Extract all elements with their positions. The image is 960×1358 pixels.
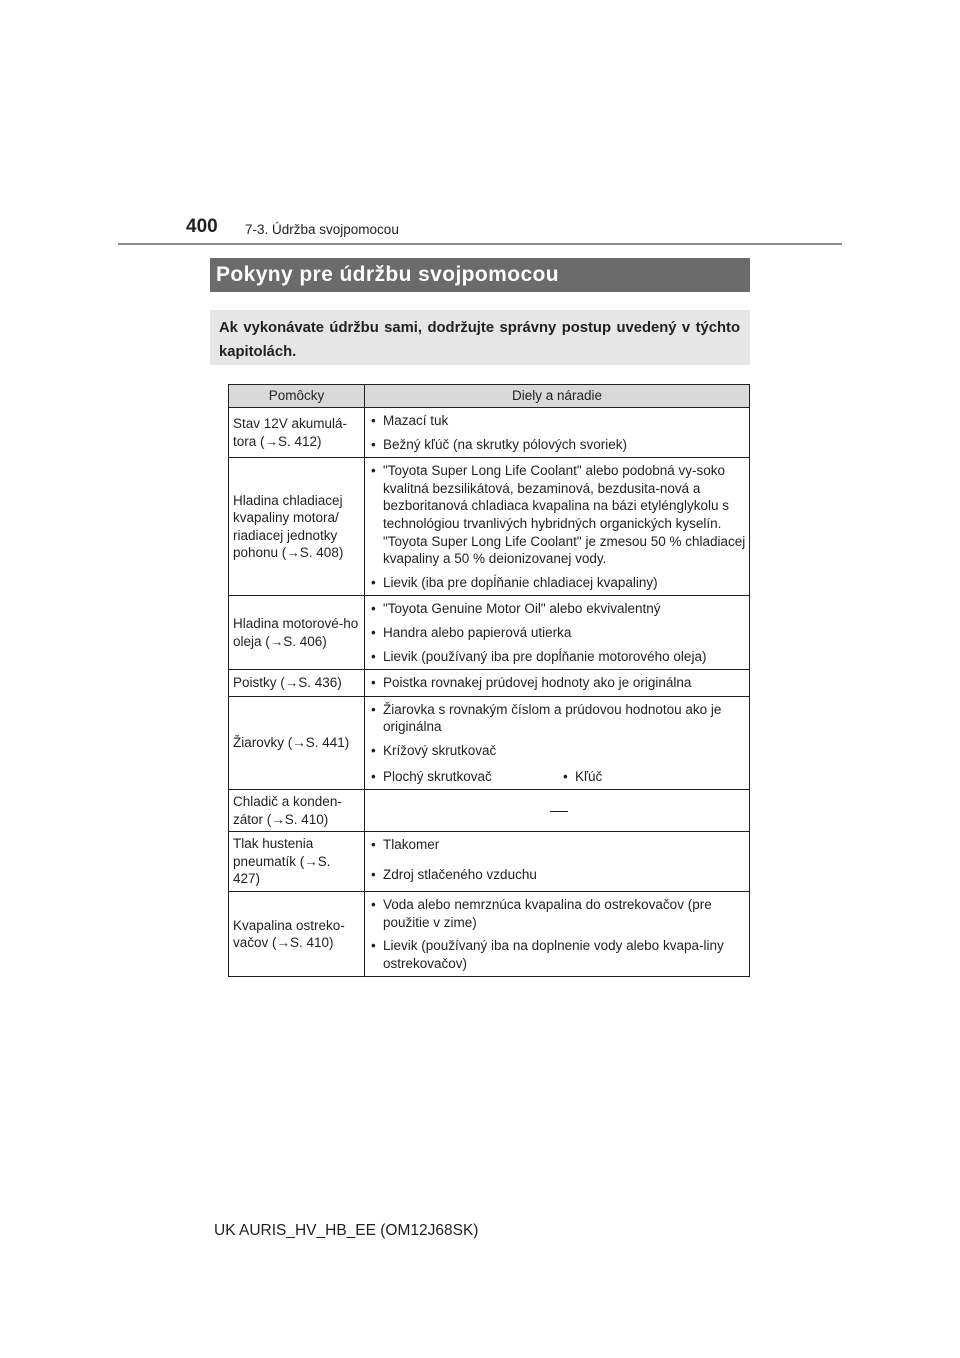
tools-cell-empty <box>365 790 750 832</box>
table-row <box>229 790 750 832</box>
section-reference: 7-3. Údržba svojpomocou <box>245 222 399 237</box>
tools-cell <box>365 670 750 697</box>
column-header-tools: Diely a náradie <box>365 385 750 408</box>
item-cell: Chladič a konden-zátor (→S. 410) <box>229 790 365 832</box>
table-row <box>229 892 750 977</box>
list-item: • Handra alebo papierová utierka <box>371 624 747 642</box>
table-row <box>229 408 750 458</box>
list-item: • Lievik (používaný iba na doplnenie vody alebo kvapa-liny ostrekovačov) <box>371 937 747 972</box>
list-item: • Lievik (používaný iba pre dopĺňanie motorového oleja) <box>371 648 747 666</box>
list-item-pair <box>371 766 747 788</box>
table-row <box>229 596 750 670</box>
table-row <box>229 670 750 697</box>
list-item: • Bežný kľúč (na skrutky pólových svoriek) <box>371 436 747 454</box>
table-row <box>229 696 750 789</box>
list-item: • Plochý skrutkovač <box>371 768 563 786</box>
column-header-items: Pomôcky <box>229 385 365 408</box>
section-title: Pokyny pre údržbu svojpomocou <box>216 263 559 286</box>
list-item: • Tlakomer <box>371 836 747 854</box>
table-header-row <box>229 385 750 408</box>
tools-cell <box>365 892 750 977</box>
header-divider <box>118 243 842 245</box>
table-row <box>229 832 750 892</box>
list-item: • Poistka rovnakej prúdovej hodnoty ako je originálna <box>371 674 747 692</box>
list-item: • Mazací tuk <box>371 412 747 430</box>
list-item: • Lievik (iba pre dopĺňanie chladiacej kvapaliny) <box>371 574 747 592</box>
tools-cell <box>365 458 750 596</box>
list-item: • "Toyota Genuine Motor Oil" alebo ekvivalentný <box>371 600 747 618</box>
tools-cell <box>365 832 750 892</box>
list-item: • Kľúč <box>563 768 602 786</box>
section-title-bar <box>210 258 750 292</box>
list-item: • Zdroj stlačeného vzduchu <box>371 866 747 884</box>
item-cell: Poistky (→S. 436) <box>229 670 365 697</box>
table-row <box>229 458 750 596</box>
item-cell: Kvapalina ostreko-vačov (→S. 410) <box>229 892 365 977</box>
list-item: • Žiarovka s rovnakým číslom a prúdovou hodnotou ako je originálna <box>371 701 747 736</box>
item-cell: Tlak hustenia pneumatík (→S. 427) <box>229 832 365 892</box>
page-number: 400 <box>186 216 218 237</box>
intro-text: Ak vykonávate údržbu sami, dodržujte správny postup uvedený v týchto kapitolách. <box>210 310 750 365</box>
list-item: • Krížový skrutkovač <box>371 742 747 760</box>
tools-cell <box>365 696 750 789</box>
item-cell: Hladina chladiacej kvapaliny motora/ riadiacej jednotky pohonu (→S. 408) <box>229 458 365 596</box>
list-item: • "Toyota Super Long Life Coolant" alebo podobná vy-soko kvalitná bezsilikátová, bezaminová, bezdusita-nová a bezboritanová chladiaca kvapalina na bázi etylénglykolu s technológiou trvanlivých hybridných organických kyselín. "Toyota Super Long Life Coolant" je zmesou 50 % chladiacej kvapaliny a 50 % deionizovanej vody. <box>371 462 747 568</box>
list-item: • Voda alebo nemrznúca kvapalina do ostrekovačov (pre použitie v zime) <box>371 896 747 931</box>
dash-mark <box>550 811 568 812</box>
item-cell: Žiarovky (→S. 441) <box>229 696 365 789</box>
tools-cell <box>365 408 750 458</box>
item-cell: Stav 12V akumulá-tora (→S. 412) <box>229 408 365 458</box>
document-code: UK AURIS_HV_HB_EE (OM12J68SK) <box>214 1222 479 1239</box>
tools-cell <box>365 596 750 670</box>
maintenance-table <box>228 384 750 977</box>
item-cell: Hladina motorové-ho oleja (→S. 406) <box>229 596 365 670</box>
